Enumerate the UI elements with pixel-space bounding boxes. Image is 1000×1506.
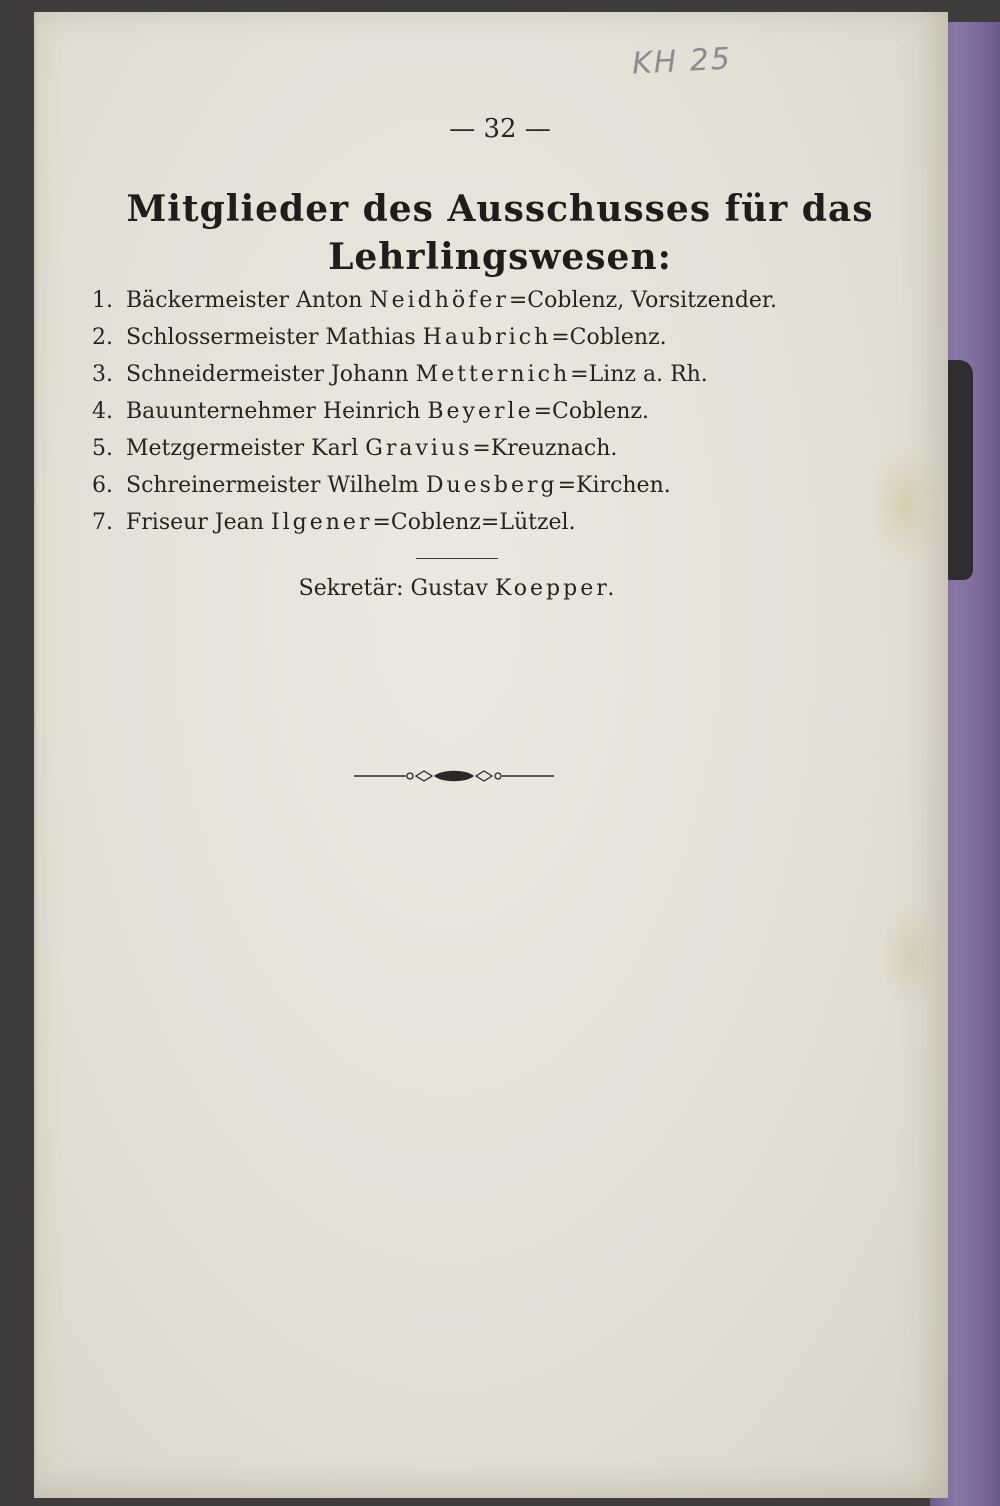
member-surname: Metternich <box>415 362 571 387</box>
member-place: =Coblenz. <box>533 399 649 424</box>
member-surname: Gravius <box>365 436 473 461</box>
member-surname: Beyerle <box>427 399 534 424</box>
member-item <box>92 360 852 397</box>
member-item <box>92 286 852 323</box>
secretary-line <box>0 576 916 601</box>
member-title: Schlossermeister Mathias <box>126 325 416 350</box>
member-item <box>92 397 852 434</box>
member-item <box>92 434 852 471</box>
member-title: Schneidermeister Johann <box>126 362 409 387</box>
member-item <box>92 471 852 508</box>
member-place: =Coblenz=Lützel. <box>372 510 576 535</box>
pencil-annotation: KH 25 <box>631 41 733 82</box>
member-place: =Kirchen. <box>557 473 671 498</box>
member-surname: Ilgener <box>270 510 373 535</box>
member-number: 3. <box>92 362 113 387</box>
secretary-label: Sekretär: Gustav <box>298 576 488 601</box>
member-title: Friseur Jean <box>126 510 264 535</box>
member-place: =Linz a. Rh. <box>570 362 708 387</box>
member-item <box>92 508 852 545</box>
heading-line-2: Lehrlingswesen: <box>328 236 672 278</box>
member-place: =Coblenz, Vorsitzender. <box>508 288 778 313</box>
member-title: Metzgermeister Karl <box>126 436 359 461</box>
member-title: Bäckermeister Anton <box>126 288 363 313</box>
member-item <box>92 323 852 360</box>
page-number: — 32 — <box>449 114 551 144</box>
heading-line-1: Mitglieder des Ausschusses für das <box>126 188 874 230</box>
member-title: Bauunternehmer Heinrich <box>126 399 421 424</box>
member-number: 4. <box>92 399 113 424</box>
paper-page <box>34 12 948 1498</box>
member-number: 1. <box>92 288 113 313</box>
divider-rule <box>416 558 498 559</box>
member-title: Schreinermeister Wilhelm <box>126 473 419 498</box>
member-surname: Duesberg <box>425 473 558 498</box>
secretary-surname: Koepper. <box>494 576 618 601</box>
member-number: 7. <box>92 510 113 535</box>
member-number: 5. <box>92 436 113 461</box>
member-surname: Haubrich <box>422 325 552 350</box>
member-place: =Coblenz. <box>551 325 667 350</box>
ornamental-divider <box>354 764 554 788</box>
member-surname: Neidhöfer <box>369 288 509 313</box>
member-number: 2. <box>92 325 113 350</box>
member-list <box>92 286 852 545</box>
member-place: =Kreuznach. <box>472 436 618 461</box>
member-number: 6. <box>92 473 113 498</box>
